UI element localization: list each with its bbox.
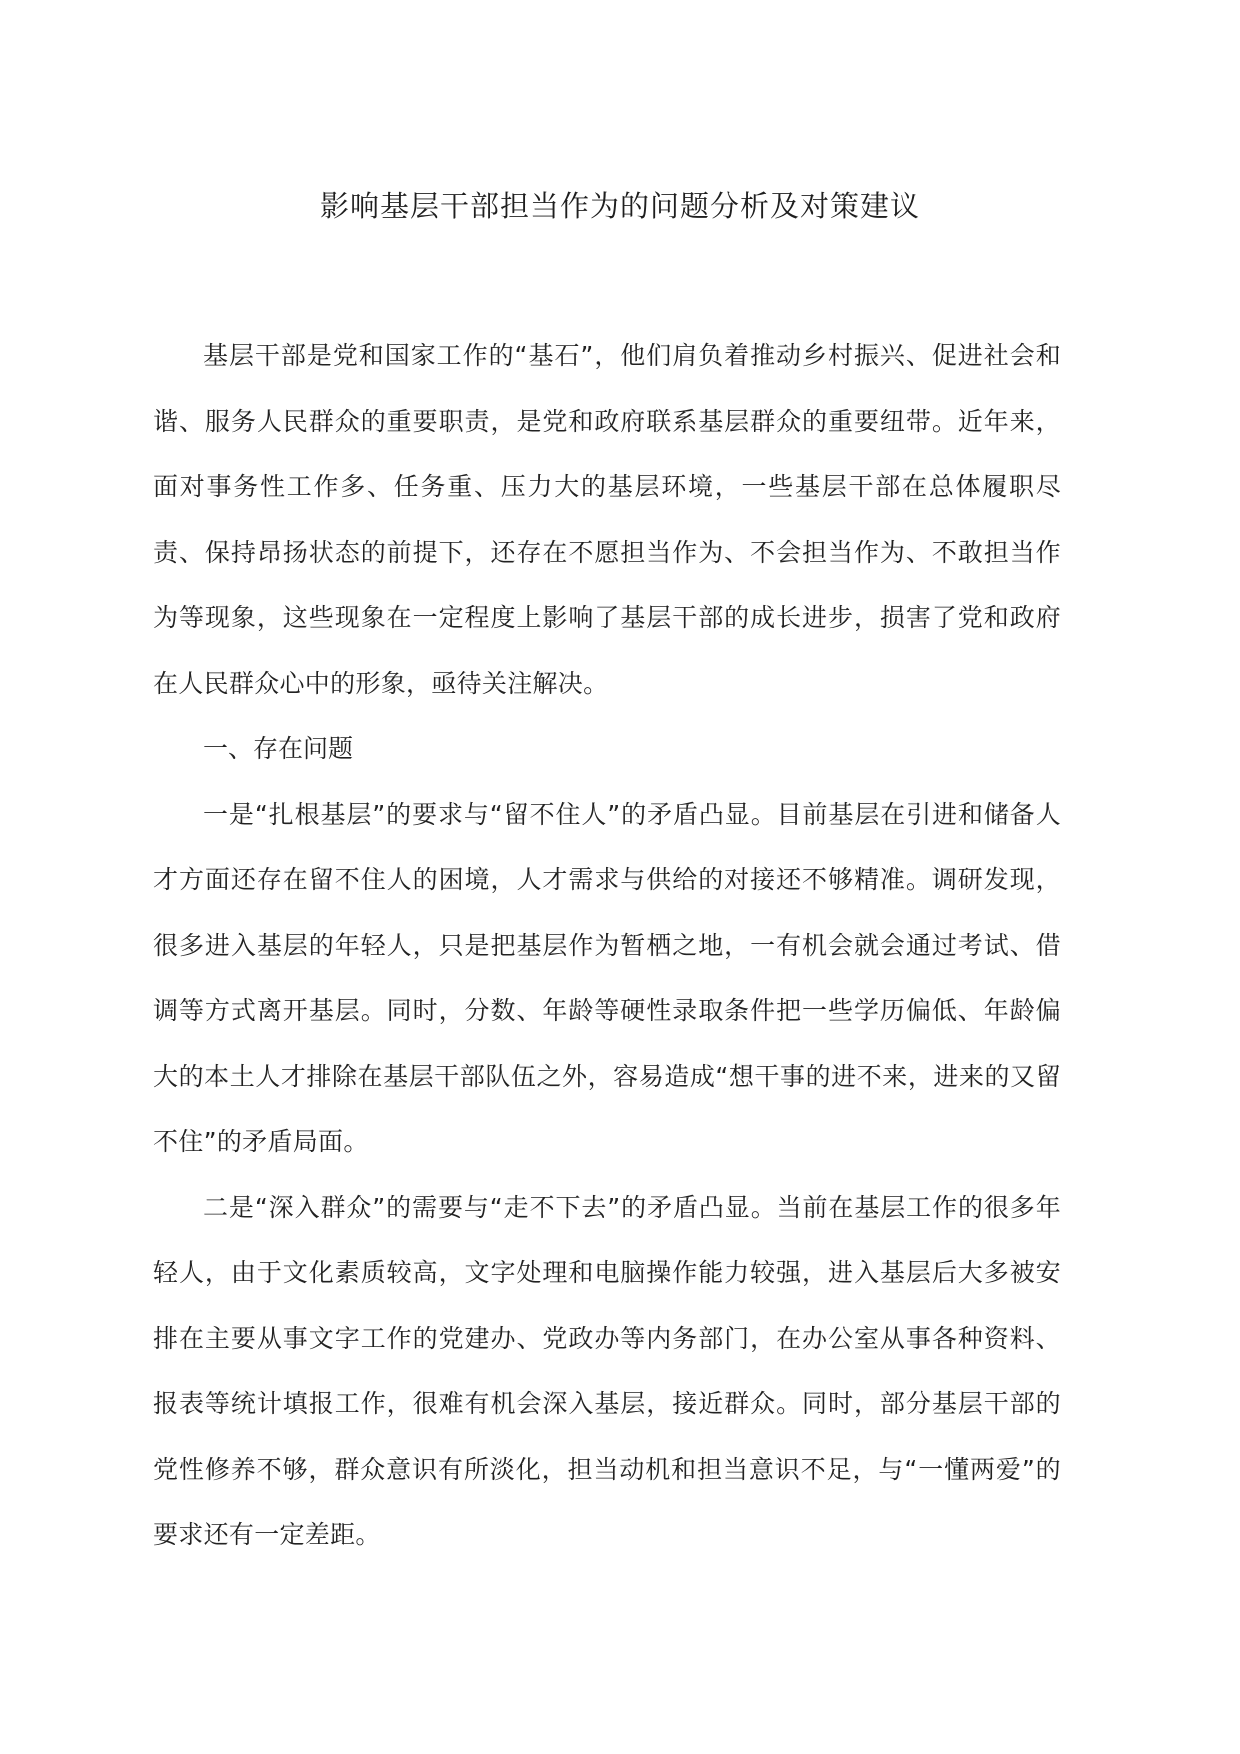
problem-paragraph-one: 一是“扎根基层”的要求与“留不住人”的矛盾凸显。目前基层在引进和储备人才方面还存在留不住人的困境，人才需求与供给的对接还不够精准。调研发现，很多进入基层的年轻人，只是把基层作为暂栖之地，一有机会就会通过考试、借调等方式离开基层。同时，分数、年龄等硬性录取条件把一些学历偏低、年龄偏大的本土人才排除在基层干部队伍之外，容易造成“想干事的进不来，进来的又留不住”的矛盾局面。 [153, 799, 1061, 1156]
document-title: 影响基层干部担当作为的问题分析及对策建议 [319, 189, 920, 223]
intro-paragraph: 基层干部是党和国家工作的“基石”，他们肩负着推动乡村振兴、促进社会和谐、服务人民群众的重要职责，是党和政府联系基层群众的重要纽带。近年来，面对事务性工作多、任务重、压力大的基层环境，一些基层干部在总体履职尽责、保持昂扬状态的前提下，还存在不愿担当作为、不会担当作为、不敢担当作为等现象，这些现象在一定程度上影响了基层干部的成长进步，损害了党和政府在人民群众心中的形象，亟待关注解决。 [153, 341, 1061, 698]
document-body [153, 323, 1061, 1568]
section-heading-problems: 一、存在问题 [203, 734, 354, 763]
problem-paragraph-two: 二是“深入群众”的需要与“走不下去”的矛盾凸显。当前在基层工作的很多年轻人，由于文化素质较高，文字处理和电脑操作能力较强，进入基层后大多被安排在主要从事文字工作的党建办、党政办等内务部门，在办公室从事各种资料、报表等统计填报工作，很难有机会深入基层，接近群众。同时，部分基层干部的党性修养不够，群众意识有所淡化，担当动机和担当意识不足，与“一懂两爱”的要求还有一定差距。 [153, 1192, 1061, 1549]
